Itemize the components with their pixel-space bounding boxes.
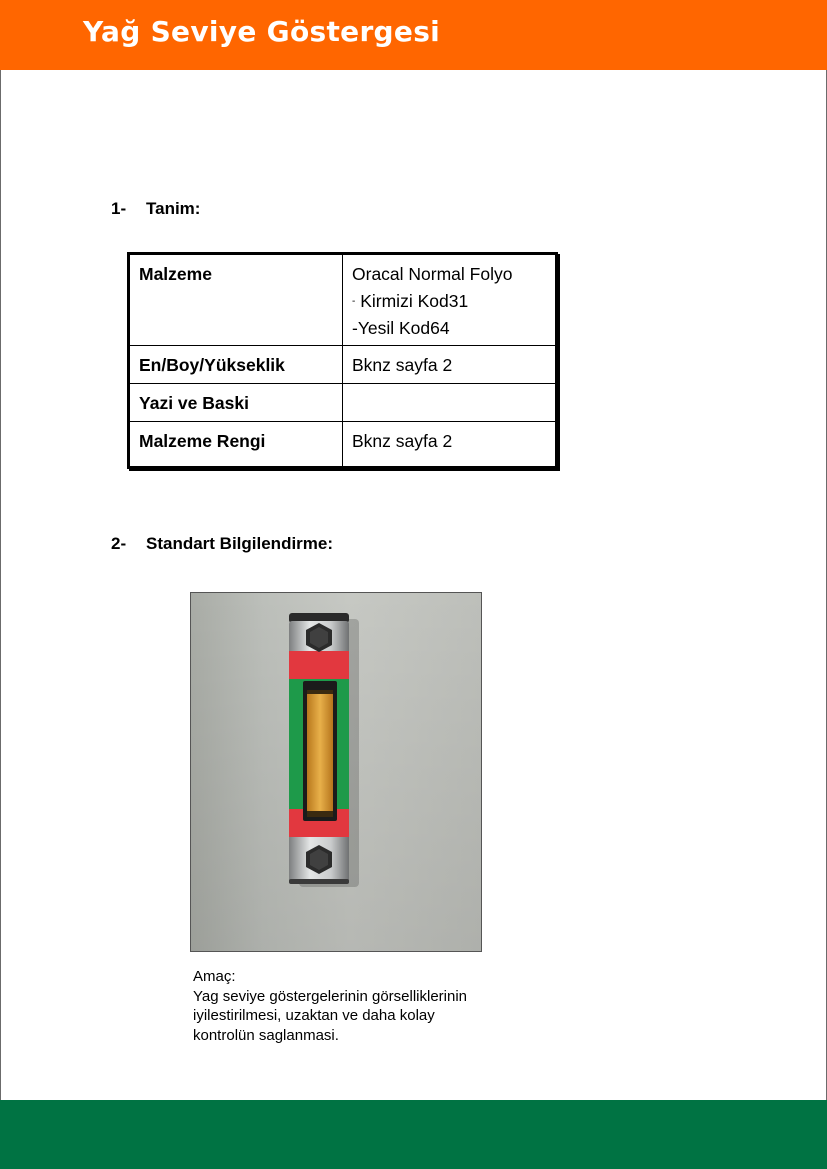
value-line-red (352, 288, 546, 315)
table-row (129, 384, 557, 422)
footer-bar (0, 1100, 827, 1169)
section-title: Standart Bilgilendirme: (146, 534, 334, 553)
caption-line: kontrolün saglanmasi. (193, 1026, 339, 1044)
value-line: Oracal Normal Folyo (352, 264, 513, 284)
table-key-cell: Malzeme Rengi (129, 422, 343, 468)
section-number: 1- (111, 199, 127, 218)
purpose-caption (193, 967, 467, 1045)
table-row (129, 254, 557, 346)
table-value-cell: Bknz sayfa 2 (343, 422, 557, 468)
table-key-cell: Yazi ve Baski (129, 384, 343, 422)
section-heading-standart (111, 534, 333, 554)
table-value-cell (343, 254, 557, 346)
section-title: Tanim: (146, 199, 201, 218)
section-heading-tanim (111, 199, 200, 219)
table-row (129, 422, 557, 468)
page-title: Yağ Seviye Göstergesi (83, 15, 441, 48)
table-value-cell: Bknz sayfa 2 (343, 346, 557, 384)
value-line-red-text: Kirmizi Kod31 (360, 291, 469, 311)
caption-line: iyilestirilmesi, uzaktan ve daha kolay (193, 1007, 435, 1024)
table-row (129, 346, 557, 384)
table-value-cell (343, 384, 557, 422)
caption-line: Yag seviye göstergelerinin görselliklerinin (193, 987, 468, 1005)
dash-mark: - (352, 296, 356, 307)
oil-level-gauge-illustration (191, 593, 481, 951)
header-bar (0, 0, 827, 70)
value-line: -Yesil Kod64 (352, 318, 450, 338)
oil-level-gauge-photo (190, 592, 482, 952)
caption-label: Amaç: (193, 968, 236, 985)
table-key-cell: Malzeme (129, 254, 343, 346)
spec-table (127, 252, 558, 469)
table-key-cell: En/Boy/Yükseklik (129, 346, 343, 384)
section-number: 2- (111, 534, 127, 553)
